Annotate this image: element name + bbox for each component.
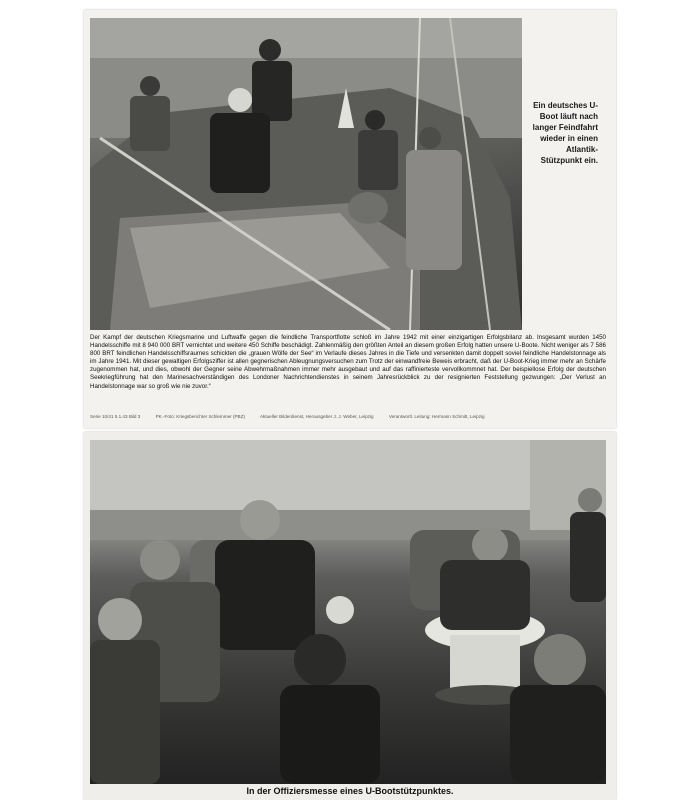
bottom-caption: In der Offiziersmesse eines U-Bootstützpunktes. (246, 786, 454, 796)
footer-publisher: Aktueller Bilderdienst, Herausgeber J. J. Weber, Leipzig (259, 414, 374, 419)
footer-photo-credit: PK.-Foto: Kriegsberichter Schlemmer (PBZ) (155, 414, 245, 419)
footer-series: Serie 10/41 5.1.43 Bild 3 (90, 414, 141, 419)
article-body-text: Der Kampf der deutschen Kriegsmarine und Luftwaffe gegen die feindliche Transportflotte schloß im Jahre 1942 mit einer einzigartigen Erfolgsbilanz ab. Insgesamt wurden 1450 Handelsschiffe mit 8 940 000 BRT vernichtet und weitere 450 Schiffe beschädigt. Zahlenmäßig den größten Anteil an diesem großen Erfolg hatten unsere U-Boote. Nicht weniger als 7 586 800 BRT feindlichen Handelsschiffsraumes schickten die „grauen Wölfe der See“ im Verlaufe dieses Jahres in die Tiefe und versenkten damit doppelt soviel feindliche Handelstonnage als im Jahre 1941. Mit dieser gewaltigen Erfolgsziffer ist allen gegnerischen Ableugnungsversuchen zum Trotz der einwandfreie Beweis erbracht, daß der U-Boot-Krieg immer mehr an Schärfe zugenommen hat, und dies, obwohl der Gegner seine Abwehrmaßnahmen immer mehr ausgebaut und auf das raffinierteste vervollkommnet hat. Der beispiellose Erfolg der deutschen Seekriegführung hat den Marinesachverständigen des Londoner Nachrichtendienstes in seinem Jahresrückblick zu der resignierten Feststellung gezwungen: „Der Verlust an Handelstonnage war so groß wie nie zuvor.“ (90, 334, 606, 390)
footer-editor: Verantwortl. Leitung: Hermann Schmitt, Leipzig (388, 414, 485, 419)
uboat-photo-illustration (90, 18, 522, 330)
officers-mess-illustration (90, 440, 606, 784)
officers-mess-photo (90, 440, 606, 784)
bottom-page (84, 432, 616, 800)
side-caption: Ein deutsches U-Boot läuft nach langer Feindfahrt wieder in einen Atlantik-Stützpunkt ein. (532, 101, 598, 165)
top-page (84, 10, 616, 428)
uboat-photo (90, 18, 522, 330)
print-credits-footer (90, 414, 610, 419)
